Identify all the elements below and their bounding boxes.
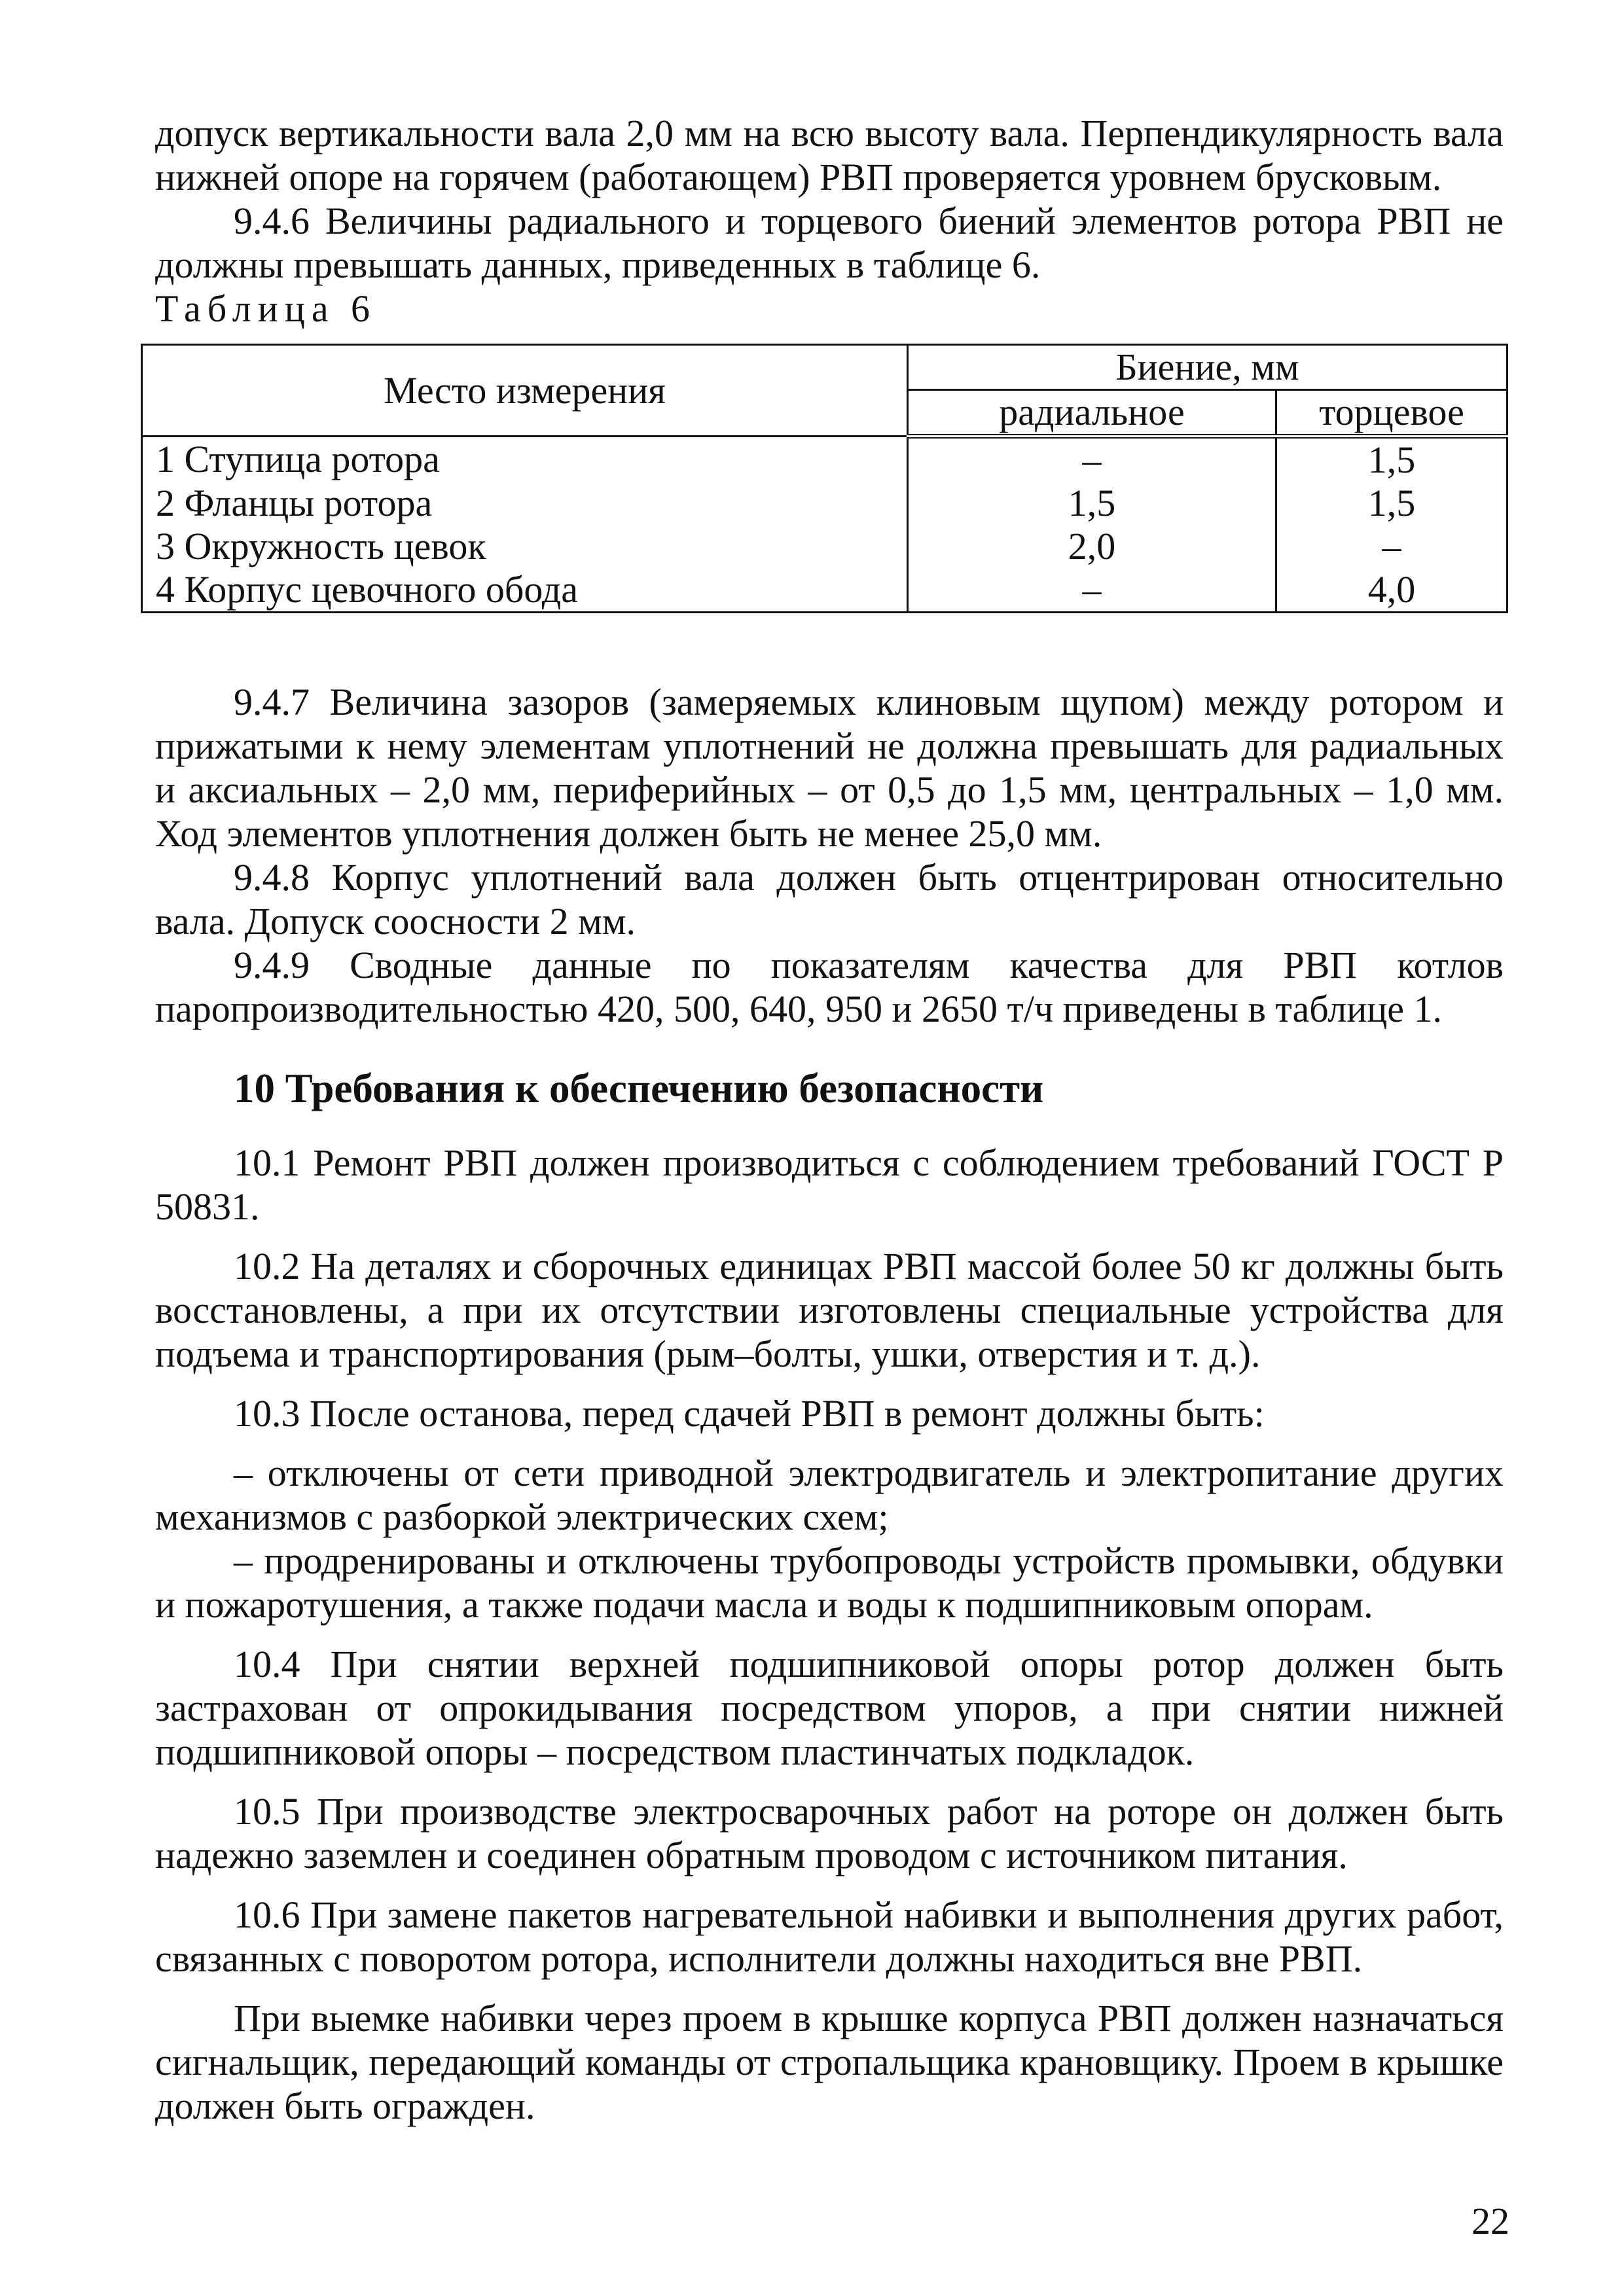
paragraph-9-4-8: 9.4.8 Корпус уплотнений вала должен быть отцентрирован относительно вала. Допуск соосности 2 мм. (155, 856, 1504, 942)
list-item-dash-1: – отключены от сети приводной электродвигатель и электропитание других механизмов с разборкой электрических схем; (155, 1452, 1504, 1538)
cell-axial: 4,0 (1276, 568, 1507, 613)
cell-radial: – (908, 437, 1276, 482)
cell-axial: 1,5 (1276, 437, 1507, 482)
table-caption: Таблица 6 (155, 287, 377, 330)
paragraph-9-4-6: 9.4.6 Величины радиального и торцевого биений элементов ротора РВП не должны превышать данных, приведенных в таблице 6. (155, 200, 1504, 286)
paragraph-intro: допуск вертикальности вала 2,0 мм на всю высоту вала. Перпендикулярность вала нижней опоре на горячем (работающем) РВП проверяется уровнем брусковым. (155, 112, 1504, 198)
cell-radial: – (908, 568, 1276, 613)
list-item-dash-2: – продренированы и отключены трубопроводы устройств промывки, обдувки и пожаротушения, а также подачи масла и воды к подшипниковым опорам. (155, 1539, 1504, 1626)
cell-axial: 1,5 (1276, 482, 1507, 525)
header-axial: торцевое (1276, 390, 1507, 437)
table-row (142, 525, 1507, 568)
page-number: 22 (1471, 2200, 1509, 2242)
cell-axial: – (1276, 525, 1507, 568)
header-radial: радиальное (908, 390, 1276, 437)
header-runout: Биение, мм (908, 345, 1507, 390)
cell-place: 3 Окружность цевок (142, 525, 908, 568)
cell-radial: 2,0 (908, 525, 1276, 568)
paragraph-10-1: 10.1 Ремонт РВП должен производиться с соблюдением требований ГОСТ Р 50831. (155, 1141, 1504, 1228)
table-row (142, 482, 1507, 525)
paragraph-10-5: 10.5 При производстве электросварочных работ на роторе он должен быть надежно заземлен и соединен обратным проводом с источником питания. (155, 1790, 1504, 1876)
paragraph-10-4: 10.4 При снятии верхней подшипниковой опоры ротор должен быть застрахован от опрокидывания посредством упоров, а при снятии нижней подшипниковой опоры – посредством пластинчатых подкладок. (155, 1643, 1504, 1773)
cell-radial: 1,5 (908, 482, 1276, 525)
cell-place: 4 Корпус цевочного обода (142, 568, 908, 613)
paragraph-10-6-continued: При выемке набивки через проем в крышке корпуса РВП должен назначаться сигнальщик, передающий команды от стропальщика крановщику. Проем в крышке должен быть огражден. (155, 1997, 1504, 2127)
cell-place: 2 Фланцы ротора (142, 482, 908, 525)
table-row (142, 568, 1507, 613)
paragraph-9-4-9: 9.4.9 Сводные данные по показателям качества для РВП котлов паропроизводительностью 420, 500, 640, 950 и 2650 т/ч приведены в таблице 1. (155, 944, 1504, 1030)
paragraph-10-2: 10.2 На деталях и сборочных единицах РВП массой более 50 кг должны быть восстановлены, а при их отсутствии изготовлены специальные устройства для подъема и транспортирования (рым–болты, ушки, отверстия и т. д.). (155, 1245, 1504, 1375)
paragraph-10-6: 10.6 При замене пакетов нагревательной набивки и выполнения других работ, связанных с поворотом ротора, исполнители должны находиться вне РВП. (155, 1893, 1504, 1980)
runout-table (141, 344, 1508, 613)
paragraph-10-3: 10.3 После останова, перед сдачей РВП в ремонт должны быть: (234, 1392, 1265, 1435)
table-row (142, 437, 1507, 482)
cell-place: 1 Ступица ротора (142, 437, 908, 482)
header-place: Место измерения (142, 345, 908, 437)
paragraph-9-4-7: 9.4.7 Величина зазоров (замеряемых клиновым щупом) между ротором и прижатыми к нему элементам уплотнений не должна превышать для радиальных и аксиальных – 2,0 мм, периферийных – от 0,5 до 1,5 мм, центральных – 1,0 мм. Ход элементов уплотнения должен быть не менее 25,0 мм. (155, 681, 1504, 855)
section-heading: 10 Требования к обеспечению безопасности (234, 1066, 1044, 1111)
document-page (155, 111, 1504, 2128)
